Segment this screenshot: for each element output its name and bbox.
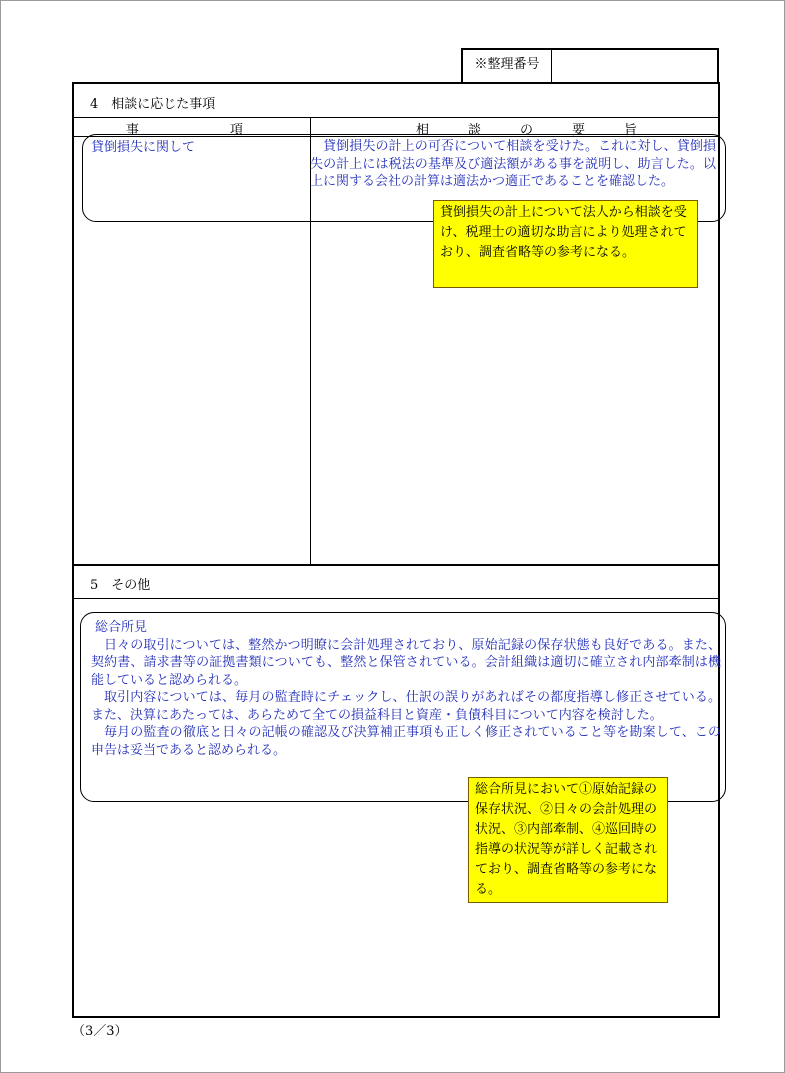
callout-note-section5: 総合所見において①原始記録の保存状況、②日々の会計処理の状況、③内部牽制、④巡回時の指導の状況等が詳しく記載されており、調査省略等の参考になる。 <box>468 777 668 903</box>
findings-paragraph: 毎月の監査の徹底と日々の記帳の確認及び決算補正事項も正しく修正されていること等を勘案して、この申告は妥当であると認められる。 <box>91 725 721 758</box>
general-findings-title: 総合所見 <box>95 620 148 635</box>
column-header-item: 事 項 <box>126 123 244 138</box>
seiri-number-field[interactable] <box>552 50 717 82</box>
findings-paragraph: 日々の取引については、整然かつ明瞭に会計処理されており、原始記録の保存状態も良好である。また、契約書、請求書等の証拠書類についても、整然と保管されている。会計組織は適切に確立され内部牽制は機能していると認められる。 <box>91 637 721 688</box>
section4-title: 4 相談に応じた事項 <box>90 97 216 112</box>
divider <box>74 117 718 118</box>
callout-note-section4: 貸倒損失の計上について法人から相談を受け、税理士の適切な助言により処理されており、調査省略等の参考になる。 <box>433 200 698 288</box>
consultation-item: 貸倒損失に関して <box>91 140 196 155</box>
highlight-bracket-section5 <box>80 612 726 802</box>
consultation-summary: 貸倒損失の計上の可否について相談を受けた。これに対し、貸倒損失の計上には税法の基準及び適法額がある事を説明し、助言した。以上に関する会社の計算は適法かつ適正であることを確認した。 <box>310 139 716 189</box>
column-header-summary: 相 談 の 要 旨 <box>416 123 638 138</box>
seiri-number-label: ※整理番号 <box>463 50 552 82</box>
section-divider <box>74 564 718 566</box>
section5-title: 5 その他 <box>90 578 151 593</box>
page-number: （3／3） <box>72 1024 128 1039</box>
divider <box>74 598 718 599</box>
seiri-number-box <box>461 48 719 82</box>
findings-paragraph: 取引内容については、毎月の監査時にチェックし、仕訳の誤りがあればその都度指導し修正させている。また、決算にあたっては、あらためて全ての損益科目と資産・負債科目について内容を検討した。 <box>91 690 721 723</box>
